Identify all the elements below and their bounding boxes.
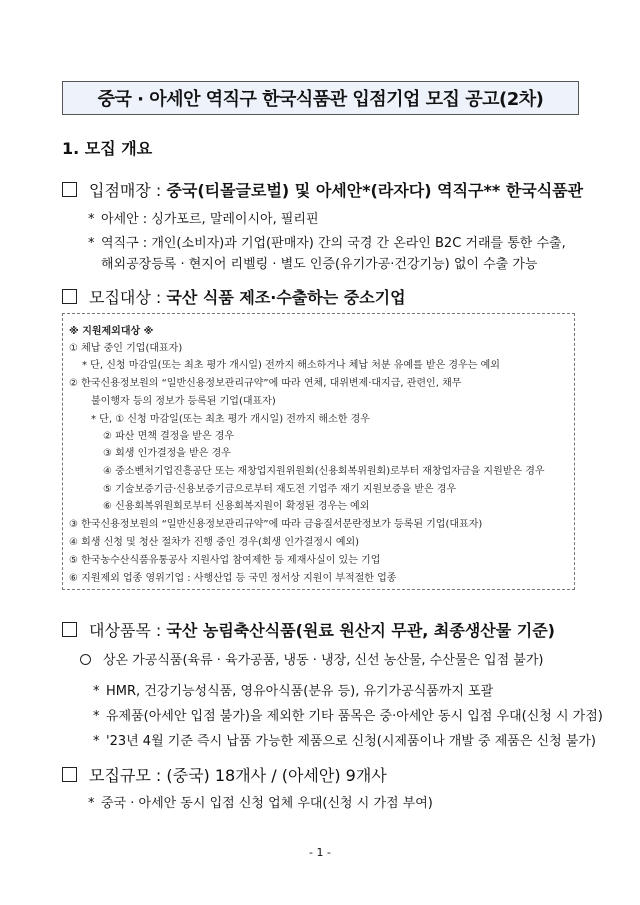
page-number: - 1 - bbox=[309, 846, 331, 859]
note-item: * 아세안 : 싱가포르, 말레이시아, 필리핀 bbox=[88, 212, 319, 227]
exclusion-line: ⑤ 한국농수산식품유통공사 지원사업 참여제한 등 제재사실이 있는 기업 bbox=[69, 555, 381, 566]
target-heading: 모집대상 : 국산 식품 제조·수출하는 중소기업 bbox=[62, 285, 406, 308]
checkbox-icon bbox=[62, 767, 77, 782]
items-sub: 상온 가공식품(육류 · 육가공품, 냉동 · 냉장, 신선 농산물, 수산물은 입점 불가) bbox=[103, 653, 544, 668]
exclusion-line: ⑥ 지원제외 업종 영위기업 : 사행산업 등 국민 정서상 지원이 부적절한 업종 bbox=[69, 573, 397, 584]
asterisk-icon: * bbox=[88, 796, 95, 811]
exclusion-line: ③ 한국신용정보원의 “일반신용정보관리규약”에 따라 금융질서문란정보가 등록된 기업(대표자) bbox=[69, 519, 483, 530]
scale-heading: 모집규모 : (중국) 18개사 / (아세안) 9개사 bbox=[62, 763, 387, 786]
items-heading: 대상품목 : 국산 농림축산식품(원료 원산지 무관, 최종생산물 기준) bbox=[62, 618, 555, 641]
exclusion-line: ⑥ 신용회복위원회로부터 신용회복지원이 확정된 경우는 예외 bbox=[103, 501, 370, 512]
exclusion-line: * 단, ① 신청 마감일(또는 최초 평가 개시일) 전까지 해소한 경우 bbox=[91, 414, 370, 425]
exclusion-title: ※ 지원제외대상 ※ bbox=[69, 326, 154, 337]
exclusion-line: ⑤ 기술보증기금·신용보증기금으로부터 재도전 기업주 재기 지원보증을 받은 경우 bbox=[103, 484, 457, 495]
note-item-continued: 해외공장등록 · 현지어 리벨링 · 별도 인증(유기가공·건강기능) 없이 수출 가능 bbox=[101, 257, 538, 272]
asterisk-icon: * bbox=[88, 212, 95, 227]
checkbox-icon bbox=[62, 622, 77, 637]
exclusion-line: ④ 중소벤처기업진흥공단 또는 재창업지원위원회(신용회복위원회)로부터 재창업자금을 지원받은 경우 bbox=[103, 466, 545, 477]
exclusion-line: * 단, 신청 마감일(또는 최초 평가 개시일) 전까지 해소하거나 체납 처분 유예를 받은 경우는 예외 bbox=[82, 360, 500, 371]
exclusion-line: ② 한국신용정보원의 “일반신용정보관리규약”에 따라 연체, 대위변제·대지급, 관련인, 채무 bbox=[69, 378, 462, 389]
note-item: * 유제품(아세안 입점 불가)을 제외한 기타 품목은 중·아세안 동시 입점 우대(신청 시 가점) bbox=[93, 709, 603, 724]
asterisk-icon: * bbox=[93, 709, 100, 724]
note-item: * HMR, 건강기능성식품, 영유아식품(분유 등), 유기가공식품까지 포괄 bbox=[93, 684, 494, 699]
asterisk-icon: * bbox=[88, 236, 95, 251]
circle-bullet-icon bbox=[80, 654, 91, 665]
exclusion-line: 불이행자 등의 정보가 등록된 기업(대표자) bbox=[91, 396, 276, 407]
exclusion-line: ④ 회생 신청 및 청산 절차가 진행 중인 경우(회생 인가결정시 예외) bbox=[69, 537, 360, 548]
note-item: * '23년 4월 기준 즉시 납품 가능한 제품으로 신청(시제품이나 개발 중 제품은 신청 불가) bbox=[93, 734, 596, 749]
exclusion-line: ① 체납 중인 기업(대표자) bbox=[69, 343, 183, 354]
asterisk-icon: * bbox=[93, 684, 100, 699]
exclusion-line: ② 파산 면책 결정을 받은 경우 bbox=[103, 431, 235, 442]
asterisk-icon: * bbox=[93, 734, 100, 749]
note-item: * 중국 · 아세안 동시 입점 신청 업체 우대(신청 시 가점 부여) bbox=[88, 796, 433, 811]
checkbox-icon bbox=[62, 182, 77, 197]
store-heading: 입점매장 : 중국(티몰글로벌) 및 아세안*(라자다) 역직구** 한국식품관 bbox=[62, 178, 583, 201]
note-item: * 역직구 : 개인(소비자)과 기업(판매자) 간의 국경 간 온라인 B2C 거래를 통한 수출, bbox=[88, 236, 566, 251]
section-heading: 1. 모집 개요 bbox=[62, 139, 153, 158]
checkbox-icon bbox=[62, 289, 77, 304]
page-title: 중국 · 아세안 역직구 한국식품관 입점기업 모집 공고(2차) bbox=[62, 81, 579, 115]
exclusion-line: ③ 회생 인가결정을 받은 경우 bbox=[103, 448, 231, 459]
